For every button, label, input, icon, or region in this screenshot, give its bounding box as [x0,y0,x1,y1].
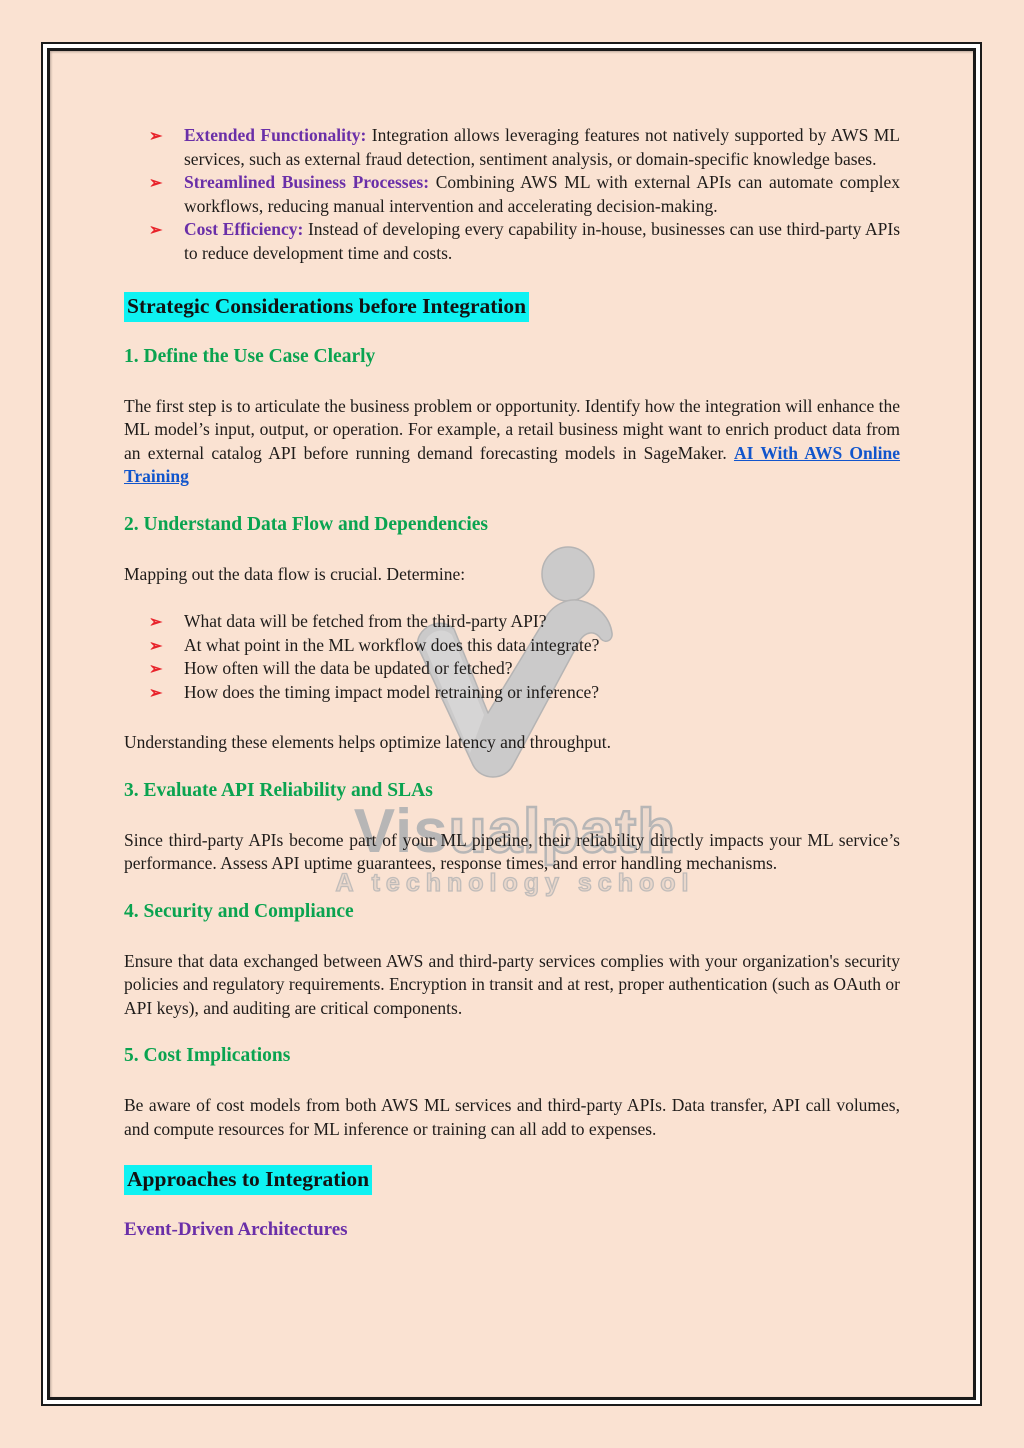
paragraph-cost: Be aware of cost models from both AWS ML services and third-party APIs. Data transfer, API call volumes, and compute resources for ML inference or training can all add to expenses. [124,1095,900,1139]
question-text: How does the timing impact model retraining or inference? [184,681,600,702]
arrow-bullet-icon: ➢ [149,661,163,679]
page-border-inner [47,48,976,1400]
paragraph-reliability: Since third-party APIs become part of your ML pipeline, their reliability directly impacts your ML service’s performance. Assess API uptime guarantees, response times, and error handling mechanisms. [124,829,900,874]
benefit-lead: Extended Functionality: [184,125,367,145]
section-heading-approaches: Approaches to Integration [124,1165,372,1195]
list-item [124,657,900,681]
paragraph-define-text: The first step is to articulate the business problem or opportunity. Identify how the integration will enhance the ML model’s input, output, or operation. For example, a retail business might want to enrich product data from an external catalog API before running demand forecasting models in SageMaker. [124,395,900,463]
paragraph-define [124,395,900,489]
list-item [124,634,900,658]
section-heading-wrap [124,292,900,322]
benefit-lead: Streamlined Business Processes: [184,172,430,192]
arrow-bullet-icon: ➢ [149,222,163,239]
question-text: At what point in the ML workflow does this data integrate? [184,634,600,655]
subheading-reliability: 3. Evaluate API Reliability and SLAs [124,779,433,801]
benefit-lead: Cost Efficiency: [184,219,304,239]
arrow-bullet-icon: ➢ [149,684,163,702]
arrow-bullet-icon: ➢ [149,175,163,192]
subheading-define: 1. Define the Use Case Clearly [124,345,376,367]
benefit-text: Integration allows leveraging features not natively supported by AWS ML services, such as external fraud detection, sentiment analysis, or domain-specific knowledge bases. [184,125,900,169]
page-border-frame [41,42,982,1406]
section-heading-wrap [124,1165,900,1195]
paragraph-security: Ensure that data exchanged between AWS and third-party services complies with your organization's security policies and regulatory requirements. Encryption in transit and at rest, proper authentication (such as OAuth or API keys), and auditing are critical components. [124,950,900,1018]
watermark-brand-outline: ualpath [448,797,677,866]
question-text: What data will be fetched from the third-party API? [184,611,547,632]
benefit-text: Combining AWS ML with external APIs can automate complex workflows, reducing manual intervention and accelerating decision-making. [184,172,900,216]
subheading-event-driven: Event-Driven Architectures [124,1218,348,1240]
benefits-list [124,124,900,265]
list-item [124,681,900,705]
arrow-bullet-icon: ➢ [149,637,163,655]
list-item [124,124,900,171]
arrow-bullet-icon: ➢ [149,614,163,632]
subheading-dataflow: 2. Understand Data Flow and Dependencies [124,513,489,535]
list-item [124,171,900,218]
questions-list [124,610,900,704]
list-item [124,610,900,634]
training-link[interactable]: AI With AWS Online Training [124,442,901,487]
watermark-brand-solid: Vis [353,797,449,866]
section-heading-strategic: Strategic Considerations before Integration [124,292,529,322]
list-item [124,218,900,265]
arrow-bullet-icon: ➢ [149,128,163,145]
document-content [124,51,900,1242]
paragraph-mapping: Mapping out the data flow is crucial. Determine: [124,563,466,584]
benefit-text: Instead of developing every capability in-house, businesses can use third-party APIs to reduce development time and costs. [184,219,901,263]
subheading-cost: 5. Cost Implications [124,1045,291,1067]
subheading-security: 4. Security and Compliance [124,900,354,922]
question-text: How often will the data be updated or fetched? [184,658,513,679]
watermark-tagline: A technology school [335,869,695,897]
paragraph-understanding: Understanding these elements helps optimize latency and throughput. [124,732,611,753]
